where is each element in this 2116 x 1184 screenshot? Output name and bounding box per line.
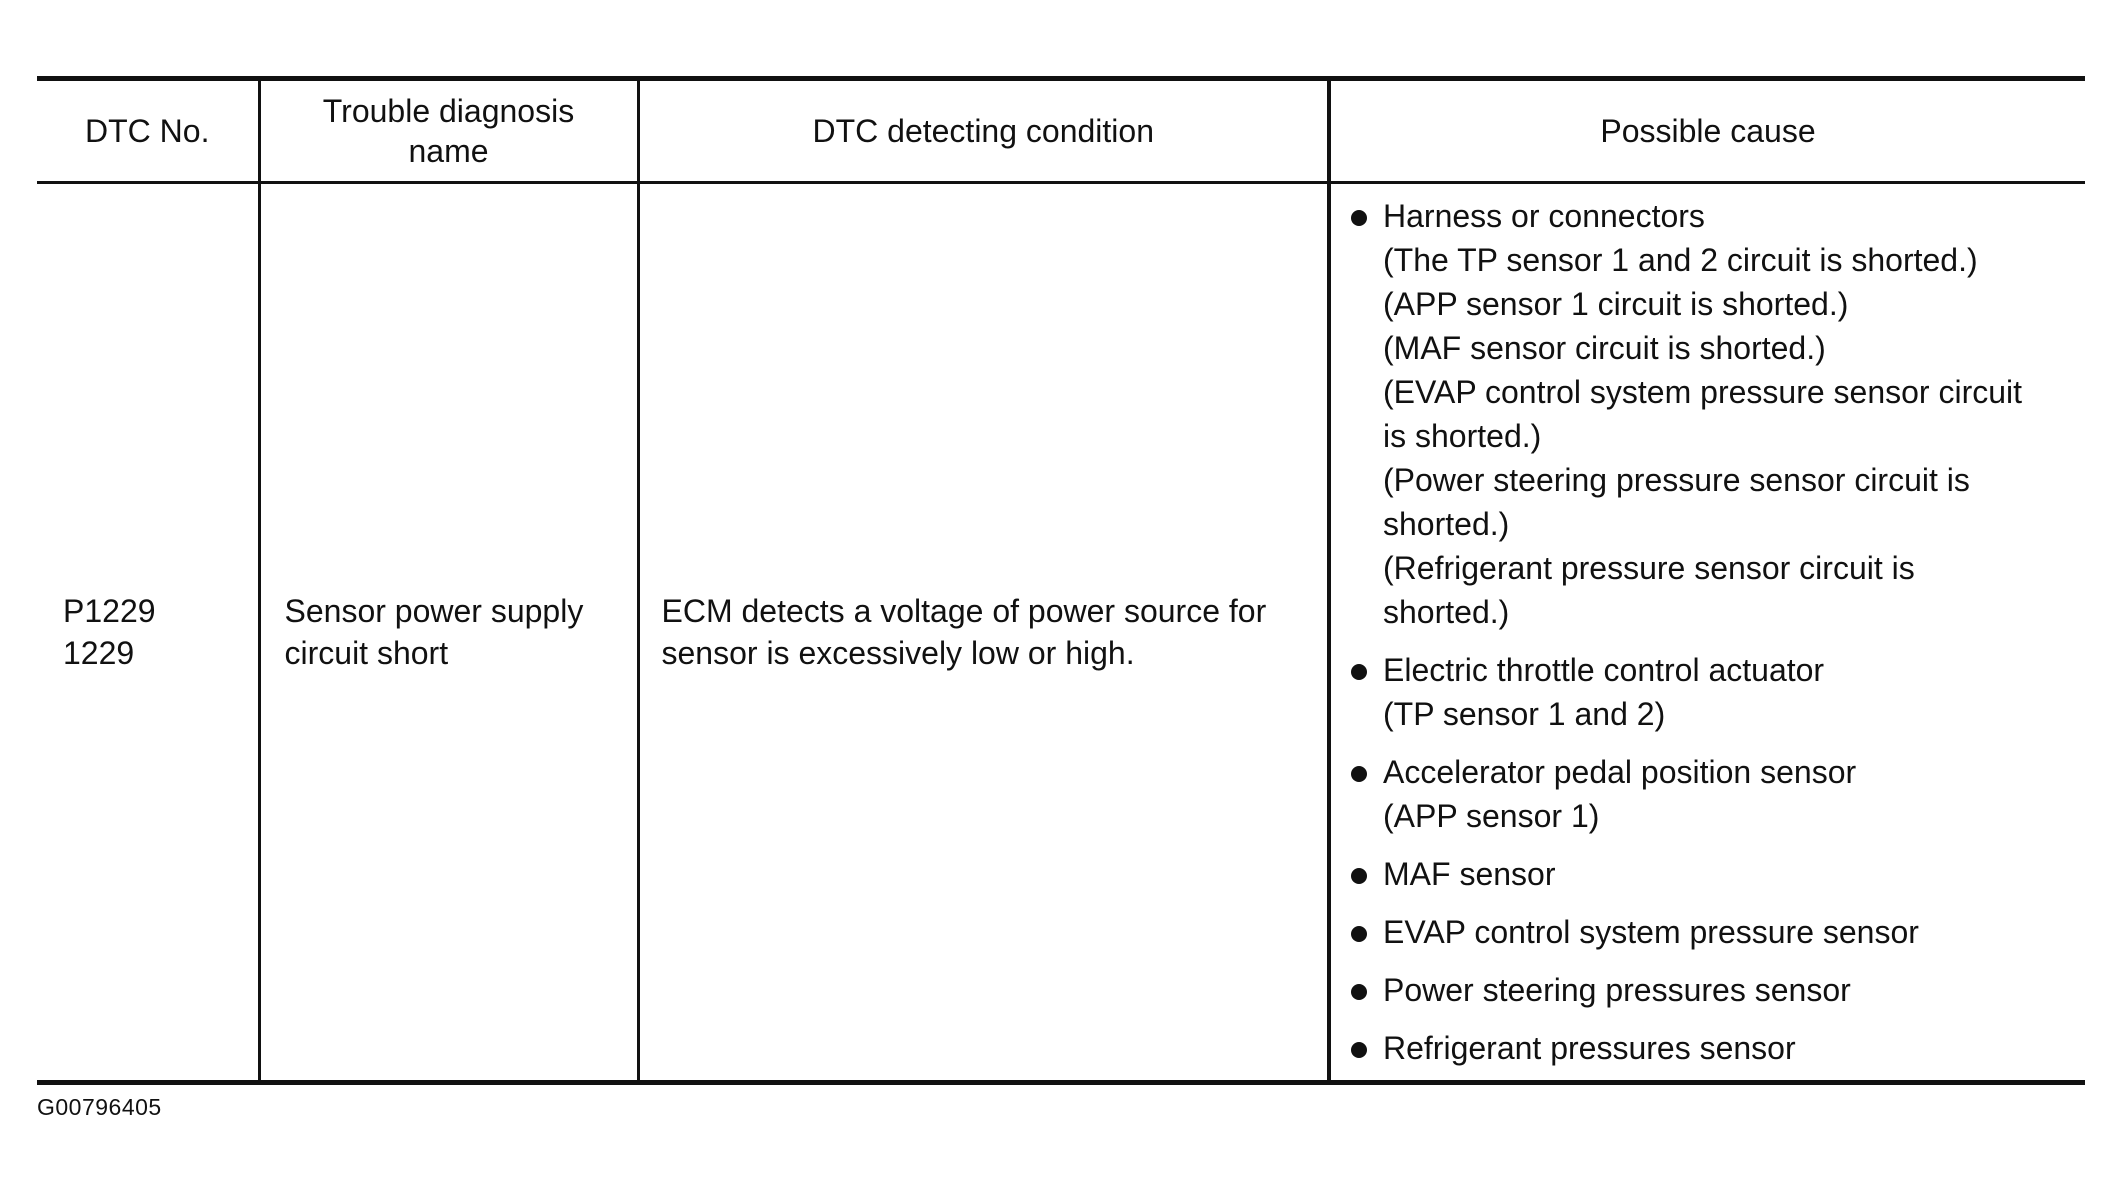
cause-line: (APP sensor 1 circuit is shorted.): [1383, 286, 1849, 322]
table-row: [37, 183, 2085, 1083]
condition-line: ECM detects a voltage of power source for: [661, 593, 1267, 629]
bullet-icon: [1351, 868, 1367, 884]
cause-line: (The TP sensor 1 and 2 circuit is shorted.): [1383, 242, 1978, 278]
cause-line: is shorted.): [1383, 418, 1542, 454]
list-item: [1349, 910, 2069, 954]
header-possible-cause: Possible cause: [1329, 79, 2085, 183]
cause-line: shorted.): [1383, 506, 1510, 542]
cause-line: (Refrigerant pressure sensor circuit is: [1383, 550, 1915, 586]
dtc-code: 1229: [63, 635, 135, 671]
bullet-icon: [1351, 766, 1367, 782]
dtc-table: [37, 76, 2085, 1085]
list-item: [1349, 1026, 2069, 1070]
cause-line: Harness or connectors: [1383, 198, 1705, 234]
header-dtc-no: DTC No.: [37, 79, 259, 183]
cause-line: (Power steering pressure sensor circuit is: [1383, 462, 1970, 498]
list-item: [1349, 968, 2069, 1012]
dtc-code: P1229: [63, 593, 156, 629]
bullet-icon: [1351, 984, 1367, 1000]
cause-line: (TP sensor 1 and 2): [1383, 696, 1666, 732]
cause-line: (MAF sensor circuit is shorted.): [1383, 330, 1826, 366]
cause-line: shorted.): [1383, 594, 1510, 630]
cause-line: Power steering pressures sensor: [1383, 972, 1851, 1008]
dtc-code-cell: [37, 183, 259, 1083]
bullet-icon: [1351, 1042, 1367, 1058]
bullet-icon: [1351, 926, 1367, 942]
list-item: [1349, 194, 2069, 634]
cause-line: Refrigerant pressures sensor: [1383, 1030, 1796, 1066]
cause-line: EVAP control system pressure sensor: [1383, 914, 1919, 950]
diagnosis-name-line: Sensor power supply: [284, 593, 584, 629]
list-item: [1349, 852, 2069, 896]
cause-line: (EVAP control system pressure sensor circuit: [1383, 374, 2023, 410]
header-name-line: name: [408, 133, 489, 169]
table-header-row: [37, 79, 2085, 183]
bullet-icon: [1351, 664, 1367, 680]
cause-line: Accelerator pedal position sensor: [1383, 754, 1857, 790]
cause-line: (APP sensor 1): [1383, 798, 1600, 834]
cause-line: MAF sensor: [1383, 856, 1556, 892]
cause-line: Electric throttle control actuator: [1383, 652, 1825, 688]
cause-list: [1349, 194, 2069, 1070]
list-item: [1349, 648, 2069, 736]
possible-cause-cell: [1329, 183, 2085, 1083]
list-item: [1349, 750, 2069, 838]
diagnosis-name-cell: [259, 183, 638, 1083]
detecting-condition-cell: [638, 183, 1329, 1083]
condition-line: sensor is excessively low or high.: [661, 635, 1135, 671]
diagnosis-name-line: circuit short: [284, 635, 449, 671]
header-name-line: Trouble diagnosis: [322, 93, 575, 129]
header-detecting-condition: DTC detecting condition: [638, 79, 1329, 183]
bullet-icon: [1351, 210, 1367, 226]
header-trouble-diagnosis-name: [259, 79, 638, 183]
figure-id: G00796405: [37, 1094, 162, 1120]
